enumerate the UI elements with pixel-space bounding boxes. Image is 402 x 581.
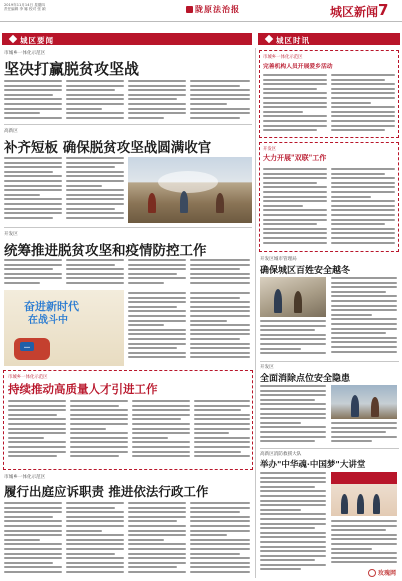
article-headline: 全面消除点位安全隐患 xyxy=(260,374,351,384)
article-body xyxy=(194,400,250,466)
article-photo xyxy=(128,157,252,223)
article-body xyxy=(8,400,66,466)
column-divider xyxy=(255,48,256,578)
article-photo xyxy=(260,277,326,317)
article-kicker: 高新区消防救援大队 xyxy=(260,452,302,457)
article-headline: 补齐短板 确保脱贫攻坚战圆满收官 xyxy=(4,140,212,156)
date-line xyxy=(4,3,46,12)
photo-caption-title: 奋进新时代 xyxy=(24,300,79,313)
date-text: 2019年11月14日 星期四 xyxy=(4,3,45,7)
article-kicker: 开发区 xyxy=(4,232,18,237)
article-body xyxy=(263,168,327,250)
article-body xyxy=(190,80,250,120)
article-photo xyxy=(331,472,397,516)
article-headline: 举办"中华魂·中国梦"大讲堂 xyxy=(260,460,366,470)
article-divider xyxy=(260,448,399,449)
paper-name: 陇原法治报 xyxy=(195,5,240,14)
article-body xyxy=(260,320,326,358)
article-body xyxy=(128,502,186,578)
left-column-header xyxy=(2,33,252,45)
article-body xyxy=(70,400,128,466)
article-body xyxy=(66,502,124,578)
page-number: 7 xyxy=(378,1,389,19)
article-body xyxy=(4,157,62,223)
article-headline: 统筹推进脱贫攻坚和疫情防控工作 xyxy=(4,243,207,259)
diamond-icon xyxy=(265,35,273,43)
article-kicker: 市城乡一体化示范区 xyxy=(263,55,303,60)
article-headline: 确保城区百姓安全越冬 xyxy=(260,266,351,276)
article-body xyxy=(260,472,326,576)
article-kicker: 市城乡一体化示范区 xyxy=(8,375,48,380)
article-body xyxy=(331,422,397,445)
article-kicker: 开发区 xyxy=(263,147,277,152)
left-header-text: 城区要闻 xyxy=(20,35,54,45)
editor-text: 责任编辑 李 娜 校对 张 颖 xyxy=(4,7,46,12)
watermark-text: 玫瑰网 xyxy=(377,570,396,577)
article-kicker: 开发区 xyxy=(260,365,274,370)
article-headline: 坚决打赢脱贫攻坚战 xyxy=(4,60,140,78)
section-title: 城区新闻 xyxy=(330,5,379,19)
article-divider xyxy=(4,124,252,125)
rose-logo-icon xyxy=(368,569,376,577)
article-body xyxy=(190,502,250,578)
article-body xyxy=(331,74,395,136)
article-body xyxy=(66,80,124,120)
article-body xyxy=(128,80,186,120)
article-kicker: 市城乡一体化示范区 xyxy=(4,51,46,56)
photo-tag: … xyxy=(20,342,34,351)
article-body xyxy=(128,259,186,287)
article-headline: 完善机构人员开展爱乡活动 xyxy=(263,64,333,70)
right-header-text: 城区时讯 xyxy=(276,35,310,45)
article-body xyxy=(190,292,250,364)
article-photo xyxy=(331,385,397,419)
right-column-header xyxy=(258,33,400,45)
diamond-icon xyxy=(9,35,17,43)
article-kicker: 市城乡一体化示范区 xyxy=(4,475,46,480)
article-body xyxy=(190,259,250,287)
article-kicker: 高新区 xyxy=(4,129,18,134)
article-headline: 持续推动高质量人才引进工作 xyxy=(8,382,158,396)
article-body xyxy=(4,259,62,287)
article-body xyxy=(260,385,326,445)
masthead xyxy=(0,0,402,22)
article-kicker: 开发区城市管理局 xyxy=(260,257,297,262)
article-body xyxy=(263,74,327,136)
article-headline: 大力开展"双联"工作 xyxy=(263,153,327,162)
article-body xyxy=(66,259,124,287)
article-body xyxy=(4,502,62,578)
article-body xyxy=(128,292,186,364)
article-divider xyxy=(260,361,399,362)
article-divider xyxy=(4,227,252,228)
article-headline: 履行出庭应诉职责 推进依法行政工作 xyxy=(4,484,209,499)
watermark xyxy=(368,568,396,577)
article-body xyxy=(4,80,62,120)
photo-caption-sub: 在战斗中 xyxy=(28,315,68,326)
paper-logo xyxy=(186,4,240,15)
article-body xyxy=(132,400,190,466)
feature-photo xyxy=(4,290,124,366)
logo-icon xyxy=(186,6,193,13)
article-body xyxy=(331,520,397,566)
article-body xyxy=(331,168,395,250)
article-body xyxy=(331,277,397,358)
article-body xyxy=(66,157,124,223)
